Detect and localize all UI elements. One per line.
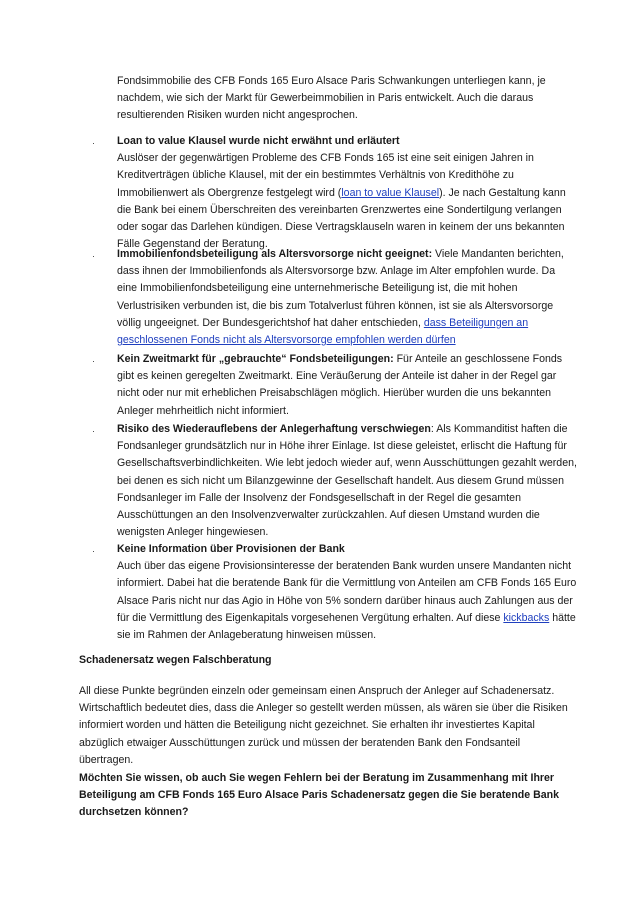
bullet-symbol: · [92,138,95,148]
bullet-title: Immobilienfondsbeteiligung als Altersvorsorge nicht geeignet: [117,248,433,260]
bullet-text: : Als Kommanditist haften die Fondsanleger grundsätzlich nur in Höhe ihrer Einlage. Ist diese geleistet, erlischt die Haftung für Gesellschaftsverbindlichkeiten. Wie lebt jedoch wieder auf, wenn Ausschüttungen gezahlt werden, bei denen es sich nicht um Bilanzgewinne der Gesellschaft handelt. Aus diesem Grund müssen Fondsanleger im Falle der Insolvenz der Fondsgesellschaft in der Regel die gesamten Ausschüttungen an den Insolvenzverwalter zurückzahlen. Auf diesen Umstand wurden die wenigsten Anleger hingewiesen. [117,423,577,539]
bullet-symbol: · [92,356,95,366]
bullet-symbol: · [92,426,95,436]
bullet-text-after: hätte sie im Rahmen der Anlageberatung hinweisen müssen. [117,611,576,642]
closing-question: Möchten Sie wissen, ob auch Sie wegen Fehlern bei der Beratung im Zusammenhang mit Ihrer Beteiligung am CFB Fonds 165 Euro Alsace Paris Schadenersatz gegen die Sie beratende Bank durchsetzen können? [79,772,560,819]
bullet-title: Keine Information über Provisionen der Bank [117,543,345,555]
bullet-symbol: · [92,251,95,261]
bullet-title: Loan to value Klausel wurde nicht erwähnt und erläutert [117,135,400,147]
kickbacks-link[interactable]: kickbacks [503,611,550,624]
bullet-text-after: ). Je nach Gestaltung kann die Bank bei einem Überschreiten des vereinbarten Grenzwertes eine Sondertilgung verlangen oder sogar das Darlehen kündigen. Diese Vertragsklauseln waren in keinem der uns bekannten Fälle Gegenstand der Beratung. [117,186,566,251]
bullet-title: Risiko des Wiederauflebens der Anlegerhaftung verschwiegen [117,423,431,435]
bullet-text: Für Anteile an geschlossene Fonds gibt es keinen geregelten Zweitmarkt. Eine Veräußerung der Anteile ist daher in der Regel gar nicht oder nur mit erheblichen Preisabschlägen möglich. Hierüber wurden die uns bekannten Anleger mehrheitlich nicht informiert. [117,353,563,417]
bullet-title: Kein Zweitmarkt für „gebrauchte“ Fondsbeteiligungen: [117,353,394,365]
bgh-altersvorsorge-link[interactable]: dass Beteiligungen an geschlossenen Fonds nicht als Altersvorsorge empfohlen werden dürfen [117,316,529,347]
intro-paragraph: Fondsimmobilie des CFB Fonds 165 Euro Alsace Paris Schwankungen unterliegen kann, je nachdem, wie sich der Markt für Gewerbeimmobilien in Paris entwickelt. Auch die daraus resultierenden Risiken wurden nicht angesprochen. [117,75,546,122]
bullet-text: Auslöser der gegenwärtigen Probleme des CFB Fonds 165 ist eine seit einigen Jahren in Kreditverträgen übliche Klausel, mit der ein bestimmtes Verhältnis von Kredithöhe zu Immobilienwert als Obergrenze festgelegt wird ( [117,152,534,199]
section-paragraph: All diese Punkte begründen einzeln oder gemeinsam einen Anspruch der Anleger auf Schadenersatz. Wirtschaftlich bedeutet dies, dass die Anleger so gestellt werden müssen, als wären sie über die Risiken informiert worden und hätten die Beteiligung nicht gezeichnet. Sie erhalten ihr investiertes Kapital abzüglich etwaiger Ausschüttungen zurück und müssen der beratenden Bank den Fondsanteil übertragen. [79,685,568,766]
bullet-text: Viele Mandanten berichten, dass ihnen der Immobilienfonds als Altersvorsorge bzw. Anlage im Alter empfohlen wurde. Da eine Immobilienfondsbeteiligung eine unternehmerische Beteiligung ist, die mit hohen Verlustrisiken verbunden ist, die bis zum Totalverlust führen können, ist sie als Altersvorsorge völlig ungeeignet. Der Bundesgerichtshof hat daher entschieden, [117,248,564,329]
bullet-body [117,421,577,541]
bullet-text: Auch über das eigene Provisionsinteresse der beratenden Bank wurden unsere Mandanten nicht informiert. Dabei hat die beratende Bank für die Vermittlung von Anteilen am CFB Fonds 165 Euro Alsace Paris nicht nur das Agio in Höhe von 5% sondern darüber hinaus auch Zahlungen aus der für die Vermittlung des Eigenkapitals vorgesehenen Vergütung erhalten. Auf diese [117,560,577,624]
bullet-body [117,133,577,253]
bullet-body [117,246,577,349]
bullet-symbol: · [92,546,95,556]
bullet-body [117,351,577,420]
loan-to-value-link[interactable]: loan to value Klausel [341,186,440,199]
bullet-body [117,541,577,644]
section-heading: Schadenersatz wegen Falschberatung [79,654,272,666]
